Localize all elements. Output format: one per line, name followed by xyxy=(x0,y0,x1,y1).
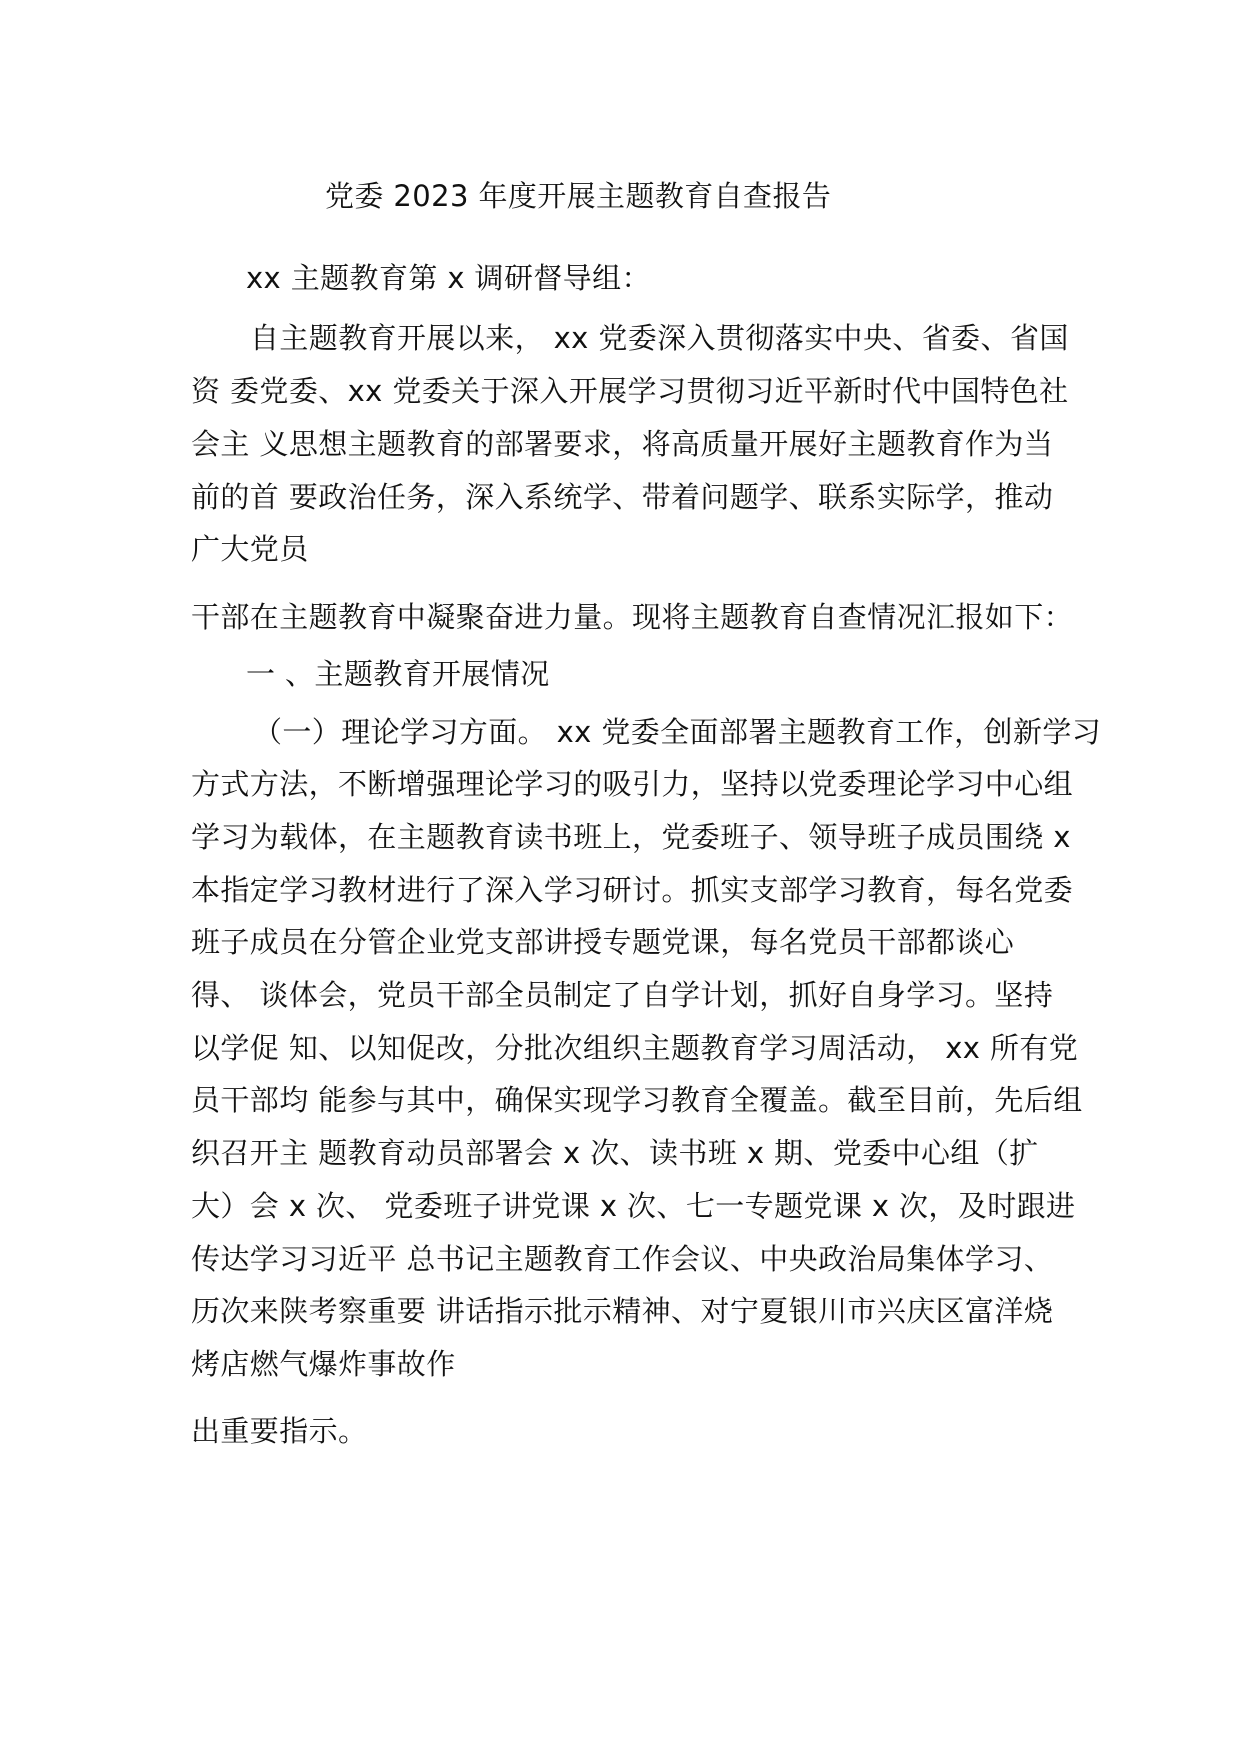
paragraph-line: 大）会 x 次、 党委班子讲党课 x 次、七一专题党课 x 次，及时跟进 xyxy=(191,1189,1076,1223)
paragraph-line: 得、 谈体会，党员干部全员制定了自学计划，抓好自身学习。坚持 xyxy=(191,978,1054,1012)
paragraph-line: 干部在主题教育中凝聚奋进力量。现将主题教育自查情况汇报如下： xyxy=(191,600,1074,634)
paragraph-line: 本指定学习教材进行了深入学习研讨。抓实支部学习教育，每名党委 xyxy=(191,873,1074,907)
paragraph-line: 资 委党委、xx 党委关于深入开展学习贯彻习近平新时代中国特色社 xyxy=(191,374,1069,408)
paragraph-line: 广大党员 xyxy=(191,532,309,566)
paragraph-line: 学习为载体，在主题教育读书班上，党委班子、领导班子成员围绕 x xyxy=(191,820,1071,854)
paragraph-line: 会主 义思想主题教育的部署要求，将高质量开展好主题教育作为当 xyxy=(191,427,1054,461)
paragraph-line: 织召开主 题教育动员部署会 x 次、读书班 x 期、党委中心组（扩 xyxy=(191,1136,1039,1170)
document-title: 党委 2023 年度开展主题教育自查报告 xyxy=(325,179,832,213)
paragraph-line: 烤店燃气爆炸事故作 xyxy=(191,1347,456,1381)
paragraph-line: 方式方法，不断增强理论学习的吸引力，坚持以党委理论学习中心组 xyxy=(191,767,1074,801)
paragraph-line: 员干部均 能参与其中，确保实现学习教育全覆盖。截至目前，先后组 xyxy=(191,1083,1083,1117)
paragraph-line: 前的首 要政治任务，深入系统学、带着问题学、联系实际学，推动 xyxy=(191,480,1054,514)
paragraph-line: 班子成员在分管企业党支部讲授专题党课，每名党员干部都谈心 xyxy=(191,925,1015,959)
salutation-line: xx 主题教育第 x 调研督导组： xyxy=(246,261,651,295)
paragraph-line: 传达学习习近平 总书记主题教育工作会议、中央政治局集体学习、 xyxy=(191,1242,1054,1276)
paragraph-line: 出重要指示。 xyxy=(191,1414,368,1448)
paragraph-line: 历次来陕考察重要 讲话指示批示精神、对宁夏银川市兴庆区富洋烧 xyxy=(191,1294,1054,1328)
section-heading: 一 、主题教育开展情况 xyxy=(246,657,550,691)
paragraph-line: 自主题教育开展以来， xx 党委深入贯彻落实中央、省委、省国 xyxy=(250,321,1069,355)
paragraph-line: 以学促 知、以知促改，分批次组织主题教育学习周活动， xx 所有党 xyxy=(191,1031,1079,1065)
paragraph-line: （一）理论学习方面。 xx 党委全面部署主题教育工作，创新学习 xyxy=(253,715,1102,749)
